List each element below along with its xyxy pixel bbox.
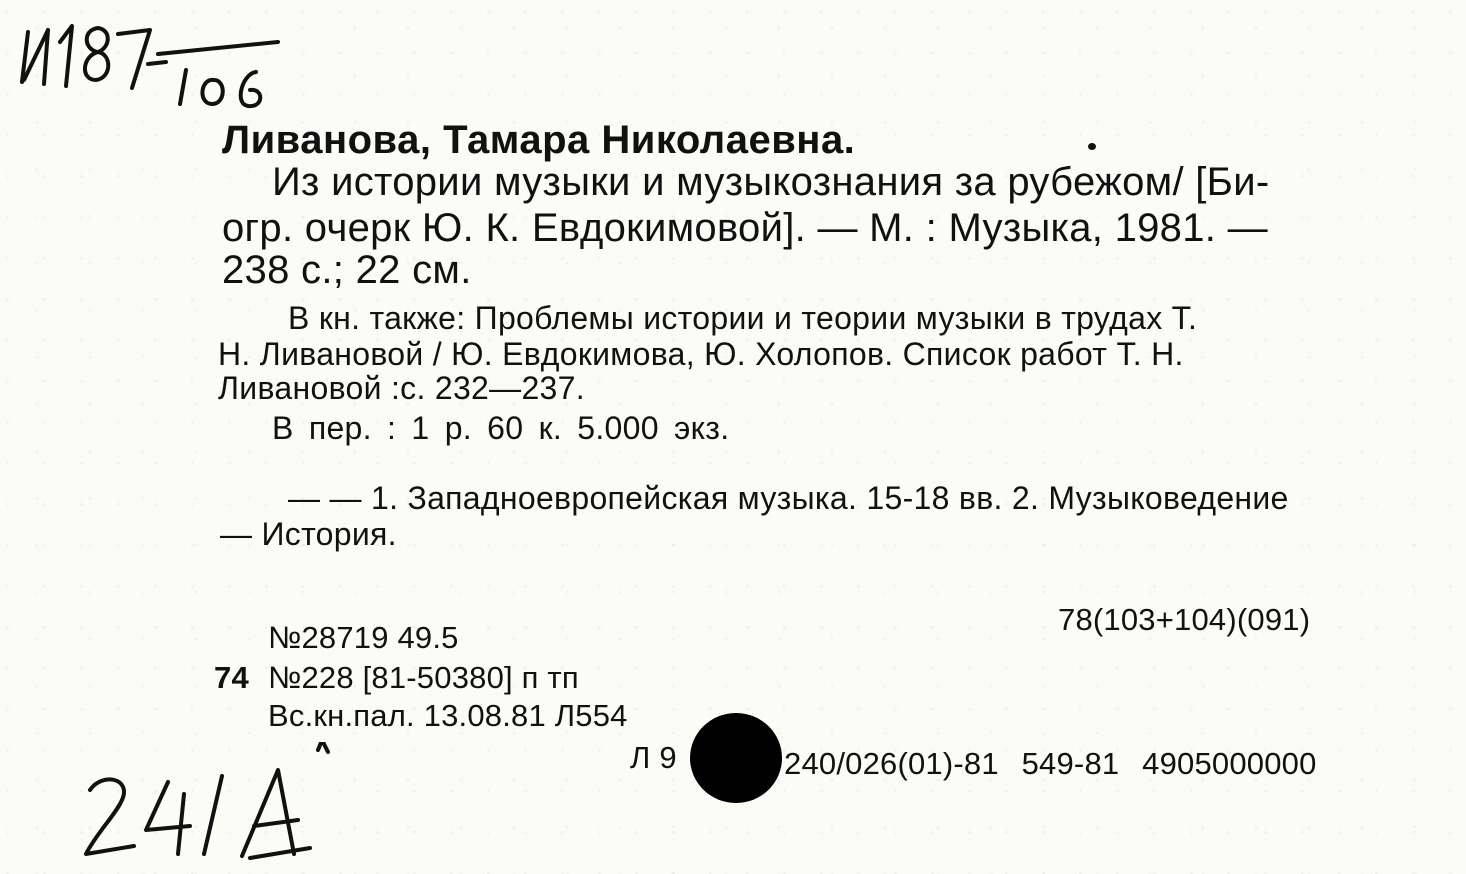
note-line-2: Н. Ливановой / Ю. Евдокимова, Ю. Холопов. Список работ Т. Н. — [218, 336, 1184, 372]
handwritten-inventory-mark — [72, 742, 332, 867]
price-line: В пер. : 1 р. 60 к. 5.000 экз. — [272, 410, 730, 446]
bottom-numbers: 240/026(01)-81 549-81 4905000000 — [784, 746, 1317, 781]
title-line-1: Из истории музыки и музыкознания за рубежом/ [Би- — [272, 160, 1270, 204]
subjects-line-1: — — 1. Западноевропейская музыка. 15-18 вв. 2. Музыковедение — [288, 480, 1289, 516]
classification-code: 78(103+104)(091) — [1058, 602, 1311, 637]
title-line-2: огр. очерк Ю. К. Евдокимовой]. — М. : Музыка, 1981. — — [222, 206, 1268, 250]
number-line-1: №28719 49.5 — [268, 620, 459, 655]
number-line-2: №228 [81-50380] п тп — [268, 660, 579, 695]
ink-blot — [690, 713, 782, 803]
chamber-registration: Вс.кн.пал. 13.08.81 Л554 — [268, 698, 628, 733]
title-line-3: 238 с.; 22 см. — [222, 248, 472, 292]
ink-dot — [1088, 143, 1096, 150]
inventory-mark-drawing — [72, 742, 332, 867]
note-line-3: Ливановой :с. 232—237. — [218, 370, 585, 406]
handwritten-shelfmark — [8, 4, 298, 124]
shelfmark-drawing — [8, 4, 298, 124]
number-prefix-74: 74 — [214, 660, 249, 695]
note-line-1: В кн. также: Проблемы истории и теории музыки в трудах Т. — [288, 300, 1198, 336]
author-heading: Ливанова, Тамара Николаевна. — [222, 118, 856, 162]
subjects-line-2: — История. — [220, 516, 397, 552]
l-prefix: Л 9 — [630, 740, 677, 775]
